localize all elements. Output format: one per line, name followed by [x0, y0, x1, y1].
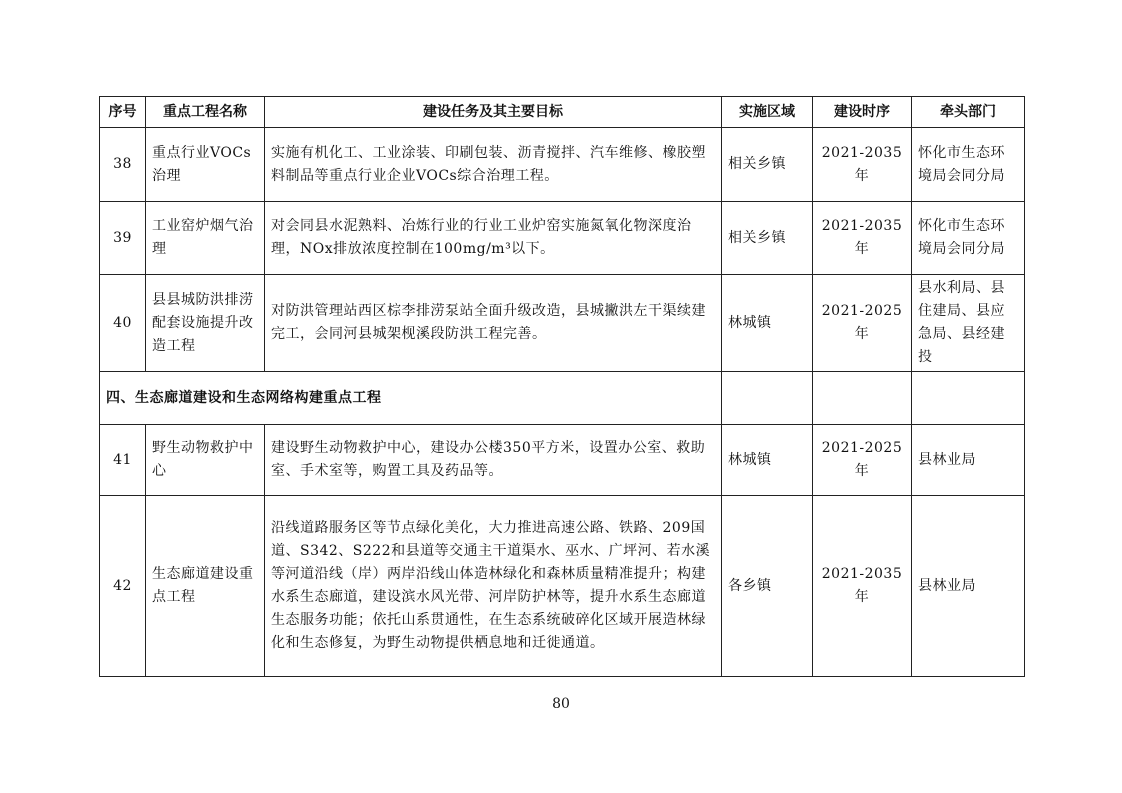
table-row	[100, 425, 1025, 496]
header-dept: 牵头部门	[912, 97, 1025, 128]
cell-no: 42	[100, 496, 146, 677]
cell-period: 2021-2035年	[813, 202, 912, 275]
cell-dept: 怀化市生态环境局会同分局	[912, 202, 1025, 275]
cell-name: 生态廊道建设重点工程	[146, 496, 265, 677]
cell-area: 相关乡镇	[722, 202, 813, 275]
cell-name: 野生动物救护中心	[146, 425, 265, 496]
table-row	[100, 202, 1025, 275]
cell-period: 2021-2035年	[813, 128, 912, 202]
cell-period: 2021-2035年	[813, 496, 912, 677]
header-task: 建设任务及其主要目标	[265, 97, 722, 128]
table-header-row	[100, 97, 1025, 128]
cell-name: 重点行业VOCs治理	[146, 128, 265, 202]
table-row	[100, 128, 1025, 202]
header-no: 序号	[100, 97, 146, 128]
header-project-name: 重点工程名称	[146, 97, 265, 128]
cell-task: 建设野生动物救护中心，建设办公楼350平方米，设置办公室、救助室、手术室等，购置工具及药品等。	[265, 425, 722, 496]
cell-name: 工业窑炉烟气治理	[146, 202, 265, 275]
cell-dept: 县水利局、县住建局、县应急局、县经建投	[912, 275, 1025, 372]
cell-area: 林城镇	[722, 275, 813, 372]
cell-dept: 县林业局	[912, 425, 1025, 496]
cell-area: 相关乡镇	[722, 128, 813, 202]
empty-cell	[722, 372, 813, 425]
cell-task: 实施有机化工、工业涂装、印刷包装、沥青搅拌、汽车维修、橡胶塑料制品等重点行业企业VOCs综合治理工程。	[265, 128, 722, 202]
cell-task: 对会同县水泥熟料、冶炼行业的行业工业炉窑实施氮氧化物深度治理，NOx排放浓度控制在100mg/m³以下。	[265, 202, 722, 275]
cell-task: 沿线道路服务区等节点绿化美化，大力推进高速公路、铁路、209国道、S342、S222和县道等交通主干道渠水、巫水、广坪河、若水溪等河道沿线（岸）两岸沿线山体造林绿化和森林质量精准提升；构建水系生态廊道，建设滨水风光带、河岸防护林等，提升水系生态廊道生态服务功能；依托山系贯通性，在生态系统破碎化区域开展造林绿化和生态修复，为野生动物提供栖息地和迁徙通道。	[265, 496, 722, 677]
cell-no: 38	[100, 128, 146, 202]
cell-no: 39	[100, 202, 146, 275]
projects-table	[99, 96, 1025, 677]
table-row	[100, 275, 1025, 372]
header-period: 建设时序	[813, 97, 912, 128]
section-row	[100, 372, 1025, 425]
page-number: 80	[552, 696, 570, 712]
cell-task: 对防洪管理站西区棕李排涝泵站全面升级改造，县城撇洪左干渠续建完工，会同河县城架枧溪段防洪工程完善。	[265, 275, 722, 372]
cell-area: 林城镇	[722, 425, 813, 496]
cell-period: 2021-2025年	[813, 275, 912, 372]
cell-dept: 怀化市生态环境局会同分局	[912, 128, 1025, 202]
cell-no: 41	[100, 425, 146, 496]
cell-dept: 县林业局	[912, 496, 1025, 677]
cell-area: 各乡镇	[722, 496, 813, 677]
cell-no: 40	[100, 275, 146, 372]
empty-cell	[813, 372, 912, 425]
empty-cell	[912, 372, 1025, 425]
section-title: 四、生态廊道建设和生态网络构建重点工程	[100, 372, 722, 425]
cell-period: 2021-2025年	[813, 425, 912, 496]
header-area: 实施区域	[722, 97, 813, 128]
table-row	[100, 496, 1025, 677]
cell-name: 县县城防洪排涝配套设施提升改造工程	[146, 275, 265, 372]
